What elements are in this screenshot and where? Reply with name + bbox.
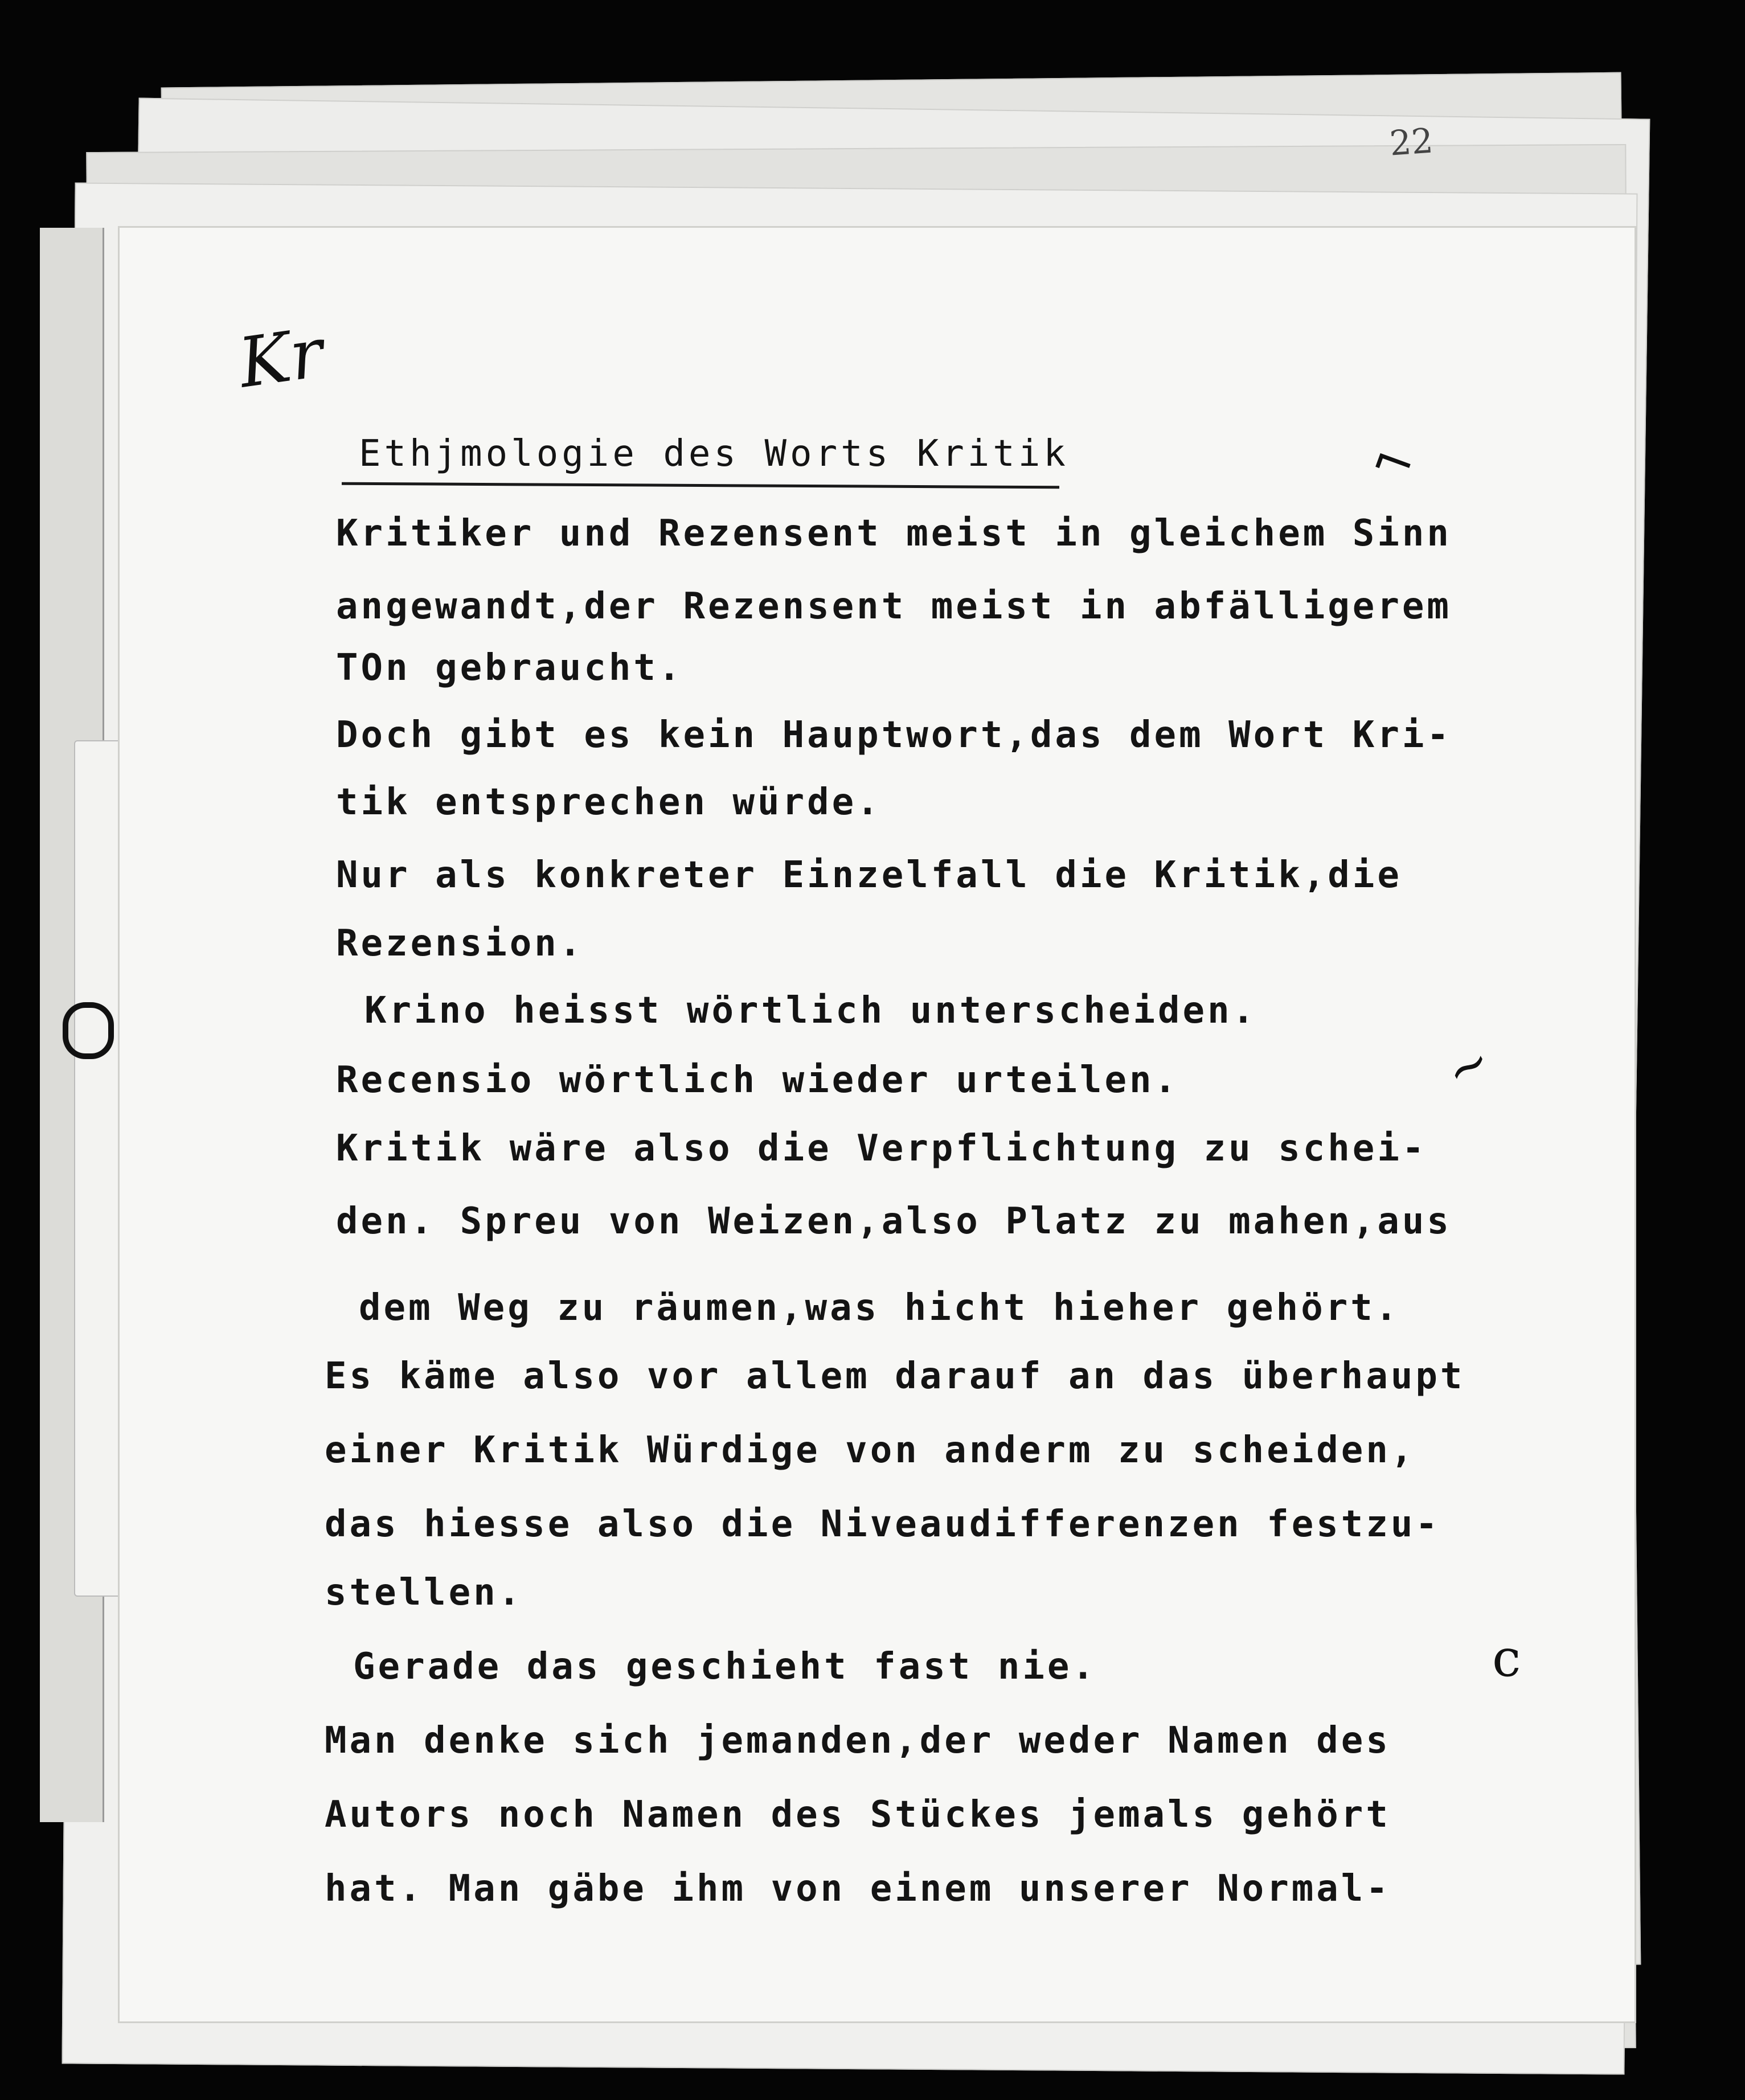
text-line: Autors noch Namen des Stückes jemals gehört xyxy=(325,1794,1391,1836)
text-line: Man denke sich jemanden,der weder Namen des xyxy=(325,1720,1391,1762)
text-line: dem Weg zu räumen,was hicht hieher gehört. xyxy=(359,1287,1400,1329)
text-line: tik entsprechen würde. xyxy=(336,781,882,823)
page-title: Ethjmologie des Worts Kritik xyxy=(359,433,1069,475)
binder-ring xyxy=(63,1002,114,1059)
text-line: Gerade das geschieht fast nie. xyxy=(353,1646,1097,1688)
text-line: TOn gebraucht. xyxy=(336,647,683,689)
text-line: Doch gibt es kein Hauptwort,das dem Wort Kri- xyxy=(336,714,1452,756)
text-line: angewandt,der Rezensent meist in abfälligerem xyxy=(336,585,1452,627)
text-line: den. Spreu von Weizen,also Platz zu mahen,aus xyxy=(336,1200,1452,1242)
text-line: Recensio wörtlich wieder urteilen. xyxy=(336,1059,1179,1101)
text-line: hat. Man gäbe ihm von einem unserer Normal- xyxy=(325,1868,1391,1910)
text-line: das hiesse also die Niveaudifferenzen festzu- xyxy=(325,1503,1440,1545)
text-line: Nur als konkreter Einzelfall die Kritik,die xyxy=(336,854,1402,896)
text-line: stellen. xyxy=(325,1572,523,1614)
page-number: 22 xyxy=(1388,121,1435,164)
text-line: Rezension. xyxy=(336,922,584,965)
pen-mark: c xyxy=(1492,1629,1521,1688)
pen-mark: ⌐ xyxy=(1363,427,1425,498)
pen-mark: ~ xyxy=(1434,1030,1502,1103)
text-line: Es käme also vor allem darauf an das überhaupt xyxy=(325,1355,1465,1397)
text-line: Krino heisst wörtlich unterscheiden. xyxy=(364,990,1257,1032)
text-line: Kritik wäre also die Verpflichtung zu schei- xyxy=(336,1127,1427,1170)
handwritten-mark: Kr xyxy=(234,313,328,404)
text-line: einer Kritik Würdige von anderm zu scheiden, xyxy=(325,1429,1416,1471)
text-line: Kritiker und Rezensent meist in gleichem Sinn xyxy=(336,512,1452,555)
